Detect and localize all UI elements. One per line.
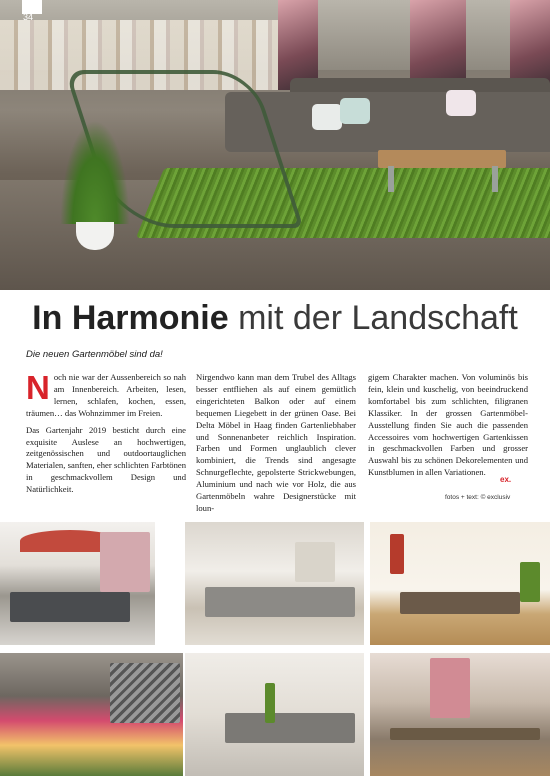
title-light: mit der Landschaft xyxy=(238,299,518,337)
floral-banner xyxy=(410,0,466,90)
page-number: 34 xyxy=(23,12,34,22)
coffee-table xyxy=(378,150,506,168)
chairs xyxy=(400,592,520,614)
corner-sofa xyxy=(225,713,355,743)
drop-cap: N xyxy=(26,369,50,406)
dining-table xyxy=(390,728,540,740)
title-bold: In Harmonie xyxy=(32,299,229,337)
article-title xyxy=(0,296,550,340)
photo-credit: fotos + text: © exclusiv xyxy=(445,494,511,501)
plant xyxy=(265,683,275,723)
floral-banner xyxy=(278,0,318,90)
photo-patio-chairs xyxy=(370,522,550,645)
floral-banner xyxy=(430,658,470,718)
paragraph: Nirgendwo kann man dem Trubel des Alltags besser entfliehen als auf einem gemütlich eingerichteten Balkon oder auf einem bequemen Liegebett in der grünen Oase. Bei Delta Möbel in Haag finden Gartenliebhaber und Sonnenanbeter reichlich Inspiration. Farben und Formen unglaublich clever kombiniert, die Trends sind angesagte Schnurgeflechte, gepolsterte Strickwebungen, Aluminium und nach wie vor Holz, die aus Gartenmöbeln wahre Designerstücke mit loun- xyxy=(196,372,356,513)
potted-plant xyxy=(60,120,130,224)
article-subtitle: Die neuen Gartenmöbel sind da! xyxy=(26,349,163,360)
pillow xyxy=(340,98,370,124)
table-leg xyxy=(388,166,394,192)
lounge-set xyxy=(205,587,355,617)
pillow xyxy=(312,104,342,130)
paragraph: Das Gartenjahr 2019 besticht durch eine exquisite Auslese an hochwertigen, zeitgenössischen und outdoortauglichen Materialen, sanften, eher schlichten Farbtönen in geschmackvollem Design und Natürlichkeit. xyxy=(26,424,186,495)
text-column-2 xyxy=(196,372,356,520)
paragraph-text: och nie war der Aussenbereich so nah am Innenbereich. Arbeiten, lesen, lernen, schlafen, kochen, essen, träumen… das Wohnzimmer im Freien. xyxy=(26,372,186,418)
author-signature: ex. xyxy=(500,475,512,484)
plant xyxy=(520,562,540,602)
photo-corner-sofa xyxy=(185,653,364,776)
text-column-1 xyxy=(26,369,186,501)
wall-decor xyxy=(390,534,404,574)
photo-lounge-set xyxy=(185,522,364,645)
paragraph xyxy=(26,369,186,420)
hero-photo-garden-furniture xyxy=(0,0,550,290)
photo-dining-table xyxy=(370,653,550,776)
text-column-3 xyxy=(368,372,528,484)
floral-banner xyxy=(510,0,550,90)
table-leg xyxy=(492,166,498,192)
photo-artificial-flowers xyxy=(0,653,183,776)
floral-banner xyxy=(100,532,150,592)
shelf xyxy=(295,542,335,582)
staircase xyxy=(110,663,180,723)
dining-set xyxy=(10,592,130,622)
paragraph: gigem Charakter machen. Von voluminös bis fein, klein und kuschelig, von beeindruckend komfortabel bis zum schlichten, filigranen Klassiker. In der grossen Gartenmöbel-Ausstellung finden Sie auch die passenden Accessoires vom hochwertigen Gartenkissen in geschmackvollen Farben und grosser Auswahl bis zu schönen Dekorelementen und Kunstblumen in allen Variationen. xyxy=(368,372,528,478)
photo-showroom-dining xyxy=(0,522,155,645)
pillow xyxy=(446,90,476,116)
